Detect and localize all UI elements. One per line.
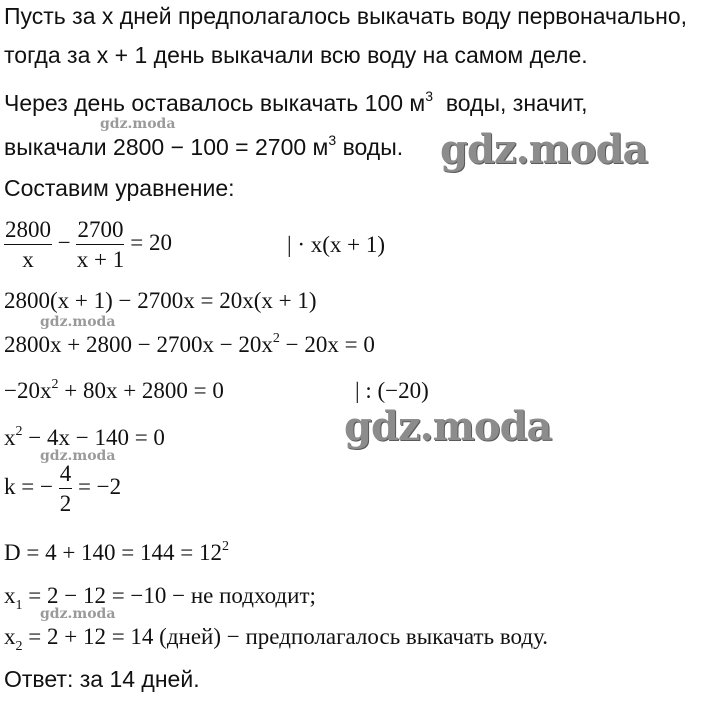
watermark-small: gdz.moda	[40, 606, 116, 622]
watermark-small: gdz.moda	[100, 116, 176, 132]
line4-text: выкачали 2800 − 100 = 2700 м	[4, 134, 329, 160]
equation-9-rest: = 2 + 12 = 14 (дней) − предполагалось выкачать воду.	[28, 624, 549, 649]
fraction-2	[76, 218, 124, 271]
equation-3-part-b: − 20x = 0	[285, 332, 375, 357]
text-line-4	[4, 132, 404, 160]
equation-3	[4, 333, 375, 356]
cube-exponent: 3	[425, 88, 434, 104]
subscript-2: 2	[15, 639, 23, 654]
text-line-5: Составим уравнение:	[4, 175, 235, 201]
fraction-3-numerator: 4	[59, 462, 73, 489]
equation-4-part-b: + 80x + 2800 = 0	[64, 378, 224, 403]
fraction-3-denominator: 2	[59, 491, 72, 516]
line3-text: Через день оставалось выкачать 100 м	[4, 90, 426, 116]
line3-tail: воды, значит,	[445, 90, 588, 116]
equation-8	[4, 583, 316, 613]
square-exponent: 2	[15, 424, 23, 439]
answer-line: Ответ: за 14 дней.	[4, 666, 200, 692]
subscript-1: 1	[15, 598, 23, 613]
equation-9	[4, 624, 549, 654]
equation-9-var: x	[4, 624, 16, 649]
equation-2: 2800(x + 1) − 2700x = 20x(x + 1)	[4, 288, 317, 313]
watermark-small: gdz.moda	[40, 448, 116, 464]
text-line-3	[4, 88, 588, 116]
square-exponent: 2	[272, 331, 280, 346]
equation-1-rhs: = 20	[130, 229, 172, 255]
watermark-big: gdz.moda	[344, 403, 552, 450]
equation-8-var: x	[4, 583, 16, 608]
equation-5	[4, 426, 165, 449]
text-line-2: тогда за x + 1 день выкачали всю воду на самом деле.	[4, 42, 588, 68]
cube-exponent: 3	[328, 132, 337, 148]
equation-4-divisor: | : (−20)	[355, 378, 429, 403]
equation-6-lhs: k = −	[4, 473, 53, 499]
fraction-1-numerator: 2800	[4, 218, 52, 245]
fraction-2-numerator: 2700	[76, 218, 124, 245]
equation-6	[4, 462, 121, 515]
fraction-2-denominator: x + 1	[76, 247, 125, 272]
equation-3-part-a: 2800x + 2800 − 2700x − 20x	[4, 332, 273, 357]
equation-5-part-a: x	[4, 425, 16, 450]
equation-4	[4, 379, 224, 402]
fraction-3	[59, 462, 73, 515]
watermark-big: gdz.moda	[440, 126, 648, 173]
equation-5-part-b: − 4x − 140 = 0	[28, 425, 165, 450]
equation-1: $\frac{2800}{x}$ − $\frac{2700}{x + 1}$ = 20	[5, 217, 172, 272]
text-line-1: Пусть за x дней предполагалось выкачать воду первоначально,	[4, 3, 688, 29]
line4-tail: воды.	[342, 134, 404, 160]
equation-4-part-a: −20x	[4, 378, 52, 403]
fraction-1-denominator: x	[22, 247, 34, 272]
watermark-small: gdz.moda	[40, 314, 116, 330]
equation-7	[4, 541, 229, 564]
equation-8-rest: = 2 − 12 = −10 − не подходит;	[28, 583, 316, 608]
equation-7-text: D = 4 + 140 = 144 = 12	[4, 540, 222, 565]
fraction-1	[4, 218, 52, 271]
square-exponent: 2	[222, 539, 229, 554]
square-exponent: 2	[51, 377, 59, 392]
equation-6-rhs: = −2	[77, 473, 122, 499]
equation-1-multiplier: | · x(x + 1)	[287, 232, 386, 257]
